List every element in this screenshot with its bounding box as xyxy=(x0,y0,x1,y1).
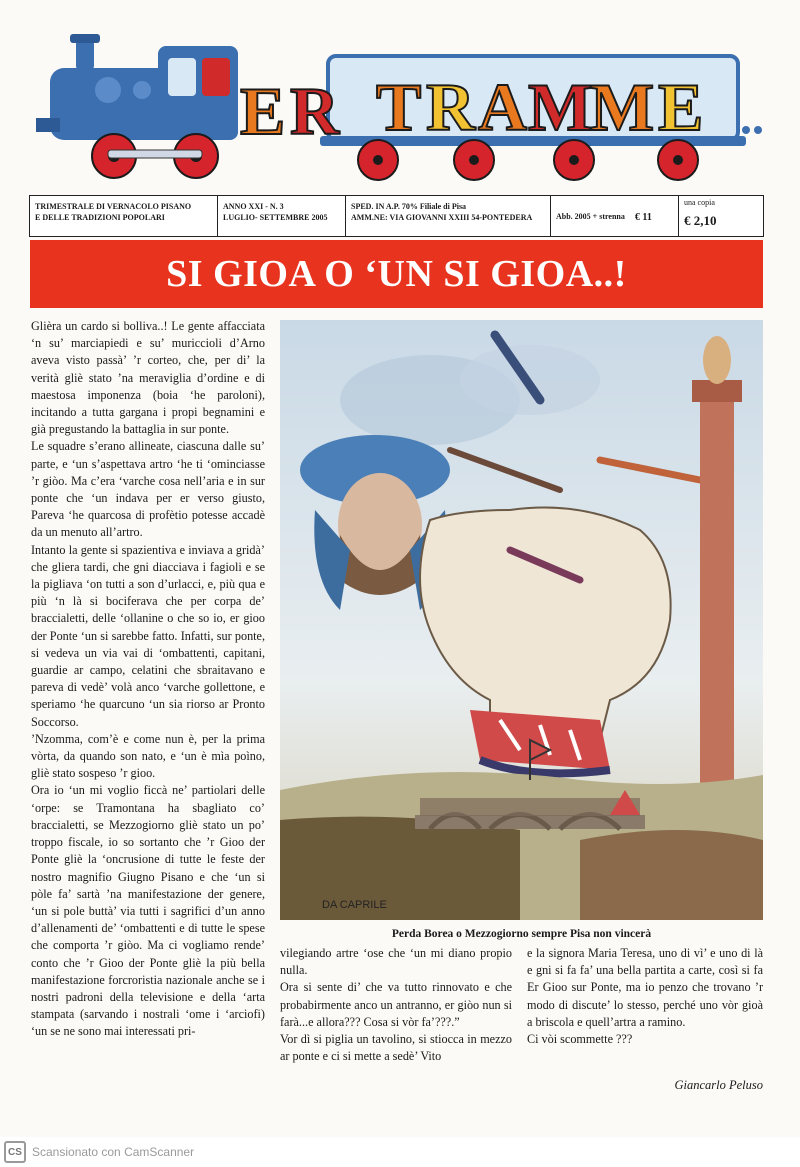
subscription-cell: Abb. 2005 + strenna € 11 xyxy=(551,196,679,236)
shipping-cell: SPED. IN A.P. 70% Filiale di Pisa AMM.NE: VIA GIOVANNI XXIII 54-PONTEDERA xyxy=(346,196,551,236)
article-column-3 xyxy=(527,945,763,1048)
masthead-letter-r2: R xyxy=(426,69,476,145)
issue-cell: ANNO XXI - N. 3 LUGLIO- SETTEMBRE 2005 xyxy=(218,196,346,236)
publication-info-bar xyxy=(29,195,764,237)
masthead-letter-r: R xyxy=(290,73,340,149)
paragraph: Ora si sente di’ che va tutto rinnovato e che probabirmente anco un antranno, er giòo nun si farà...e allora??? Cosa si vòr fa’???.” xyxy=(280,980,512,1029)
paragraph: Intanto la gente si spazientiva e inviava a gridà’ che gliera tardi, che gni diacciava i fagioli e se la pigliava ‘on tutti a son d’urlacci, e, più qua e più ‘n là si bociferava che per corpa de’ braccialetti, delle ‘ollanine o che so io, er gioo der Ponte ‘un si sarebbe fatto. Infatti, sur ponte, si vedeva un via vai di ‘ombattenti, capitani, guardie ar campo, celatini che sbraitavano e pareva di vedè’ volà anco ‘varche gollettone, e speriamo ‘he quarcuno ‘un sia riorso ar Pronto Soccorso. xyxy=(31,542,265,729)
article-column-1 xyxy=(31,318,265,1041)
paragraph: Ci vòi scommette ??? xyxy=(527,1032,633,1047)
paragraph: ’Nzomma, com’è e come nun è, per la prima vòrta, da quando son nato, e ‘un è mìa poìno, gliè stato sospeso ’r gioo. xyxy=(31,731,265,781)
publisher-cell: TRIMESTRALE DI VERNACOLO PISANO E DELLE TRADIZIONI POPOLARI xyxy=(30,196,218,236)
copy-price-cell: una copia € 2,10 xyxy=(684,198,717,228)
paragraph: e la signora Maria Teresa, uno di vì’ e uno di là e gni si fa fa’ una bella partita a carte, così si fa Er Gioo sur Ponte, ma io penzo che trovano ’r modo di discute’ lo stesso, perché uno vòr gioà a briscola e quell’artra a ramino. xyxy=(527,946,763,1029)
illustration xyxy=(280,320,763,920)
paragraph: Vor dì si piglia un tavolino, si stiocca in mezzo ar ponte e ci si mette a sedè’ Vito xyxy=(280,1032,512,1064)
author-signature: Giancarlo Peluso xyxy=(674,1078,763,1092)
masthead-logo xyxy=(28,18,773,188)
masthead-letter-e2: E xyxy=(658,69,704,145)
masthead-letter-m: M xyxy=(528,69,593,145)
camscanner-logo-icon: CS xyxy=(4,1141,26,1163)
bridge-icon xyxy=(415,798,645,829)
masthead-letter-t: T xyxy=(376,69,422,145)
paragraph: Le squadre s’erano allineate, ciascuna dalle su’ parte, e ‘un s’aspettava artro ‘he ti ‘ominciasse ’r giòo. Ma c’era ‘varche cosa nell’aria e in sur ponte che ‘un indava per er verso giusto, Pareva ‘he quarcosa di profètio potesse accadè da un menuto all’artro. xyxy=(31,439,265,540)
paragraph: vilegiando artre ‘ose che ‘un mi diano propio nulla. xyxy=(280,946,512,978)
scanner-label: Scansionato con CamScanner xyxy=(32,1145,195,1159)
masthead-letter-e: E xyxy=(240,73,286,149)
masthead-letter-a: A xyxy=(478,69,528,145)
paragraph: Ora io ‘un mi voglio ficcà ne’ partiolari delle ‘orpe: se Tramontana ha sbagliato co’ braccialetti, se Mezzogiorno gliè stato un po’ troppo fiscale, io so sortanto che ’r Gioo der Ponte gliè la ‘oncrusione di tutte le feste der nostro magnifio Giugno Pisano e che ‘un si pòle fa’ sartà ’na manifestazione der genere, ‘un si pole buttà’ via tutti i sagrifici d’un anno d’allenamenti de’ ‘ombattenti e di tutte le spese che comporta ’r giòo. Ma ci vogliamo rende’ conto che ’r Gioo der Ponte gliè la più bella manifestazione forcroristia nazionale anche se i nostri padroni della televisione e della ‘arta stampata (sarvando i nostrali ‘ome i ‘arciofi) ‘un se ne sono mai interessati pri- xyxy=(31,783,265,1039)
headline-banner xyxy=(30,240,763,308)
article-column-2 xyxy=(280,945,512,1065)
illustration-caption: Perda Borea o Mezzogiorno sempre Pisa non vincerà xyxy=(391,928,652,940)
locomotive-icon xyxy=(36,34,238,178)
paragraph: Glièra un cardo si bolliva..! Le gente affacciata ‘n su’ marciapiedi e su’ muriccioli d’Arno aveva visto passà’ ’r corteo, che, per di’ la verità gliè stato ’na meraviglia d’ordine e di maestosa imponenza (boia ‘he paroloni), incitando a tutta gargana i propi begnamini e già pregustando la battaglia in sur ponte. xyxy=(31,319,265,437)
masthead-letter-m2: M xyxy=(590,69,655,145)
headline-text: SI GIOA O ‘UN SI GIOA..! xyxy=(166,253,627,295)
scanner-watermark xyxy=(0,1137,800,1167)
illustration-signature: DA CAPRILE xyxy=(322,899,387,911)
